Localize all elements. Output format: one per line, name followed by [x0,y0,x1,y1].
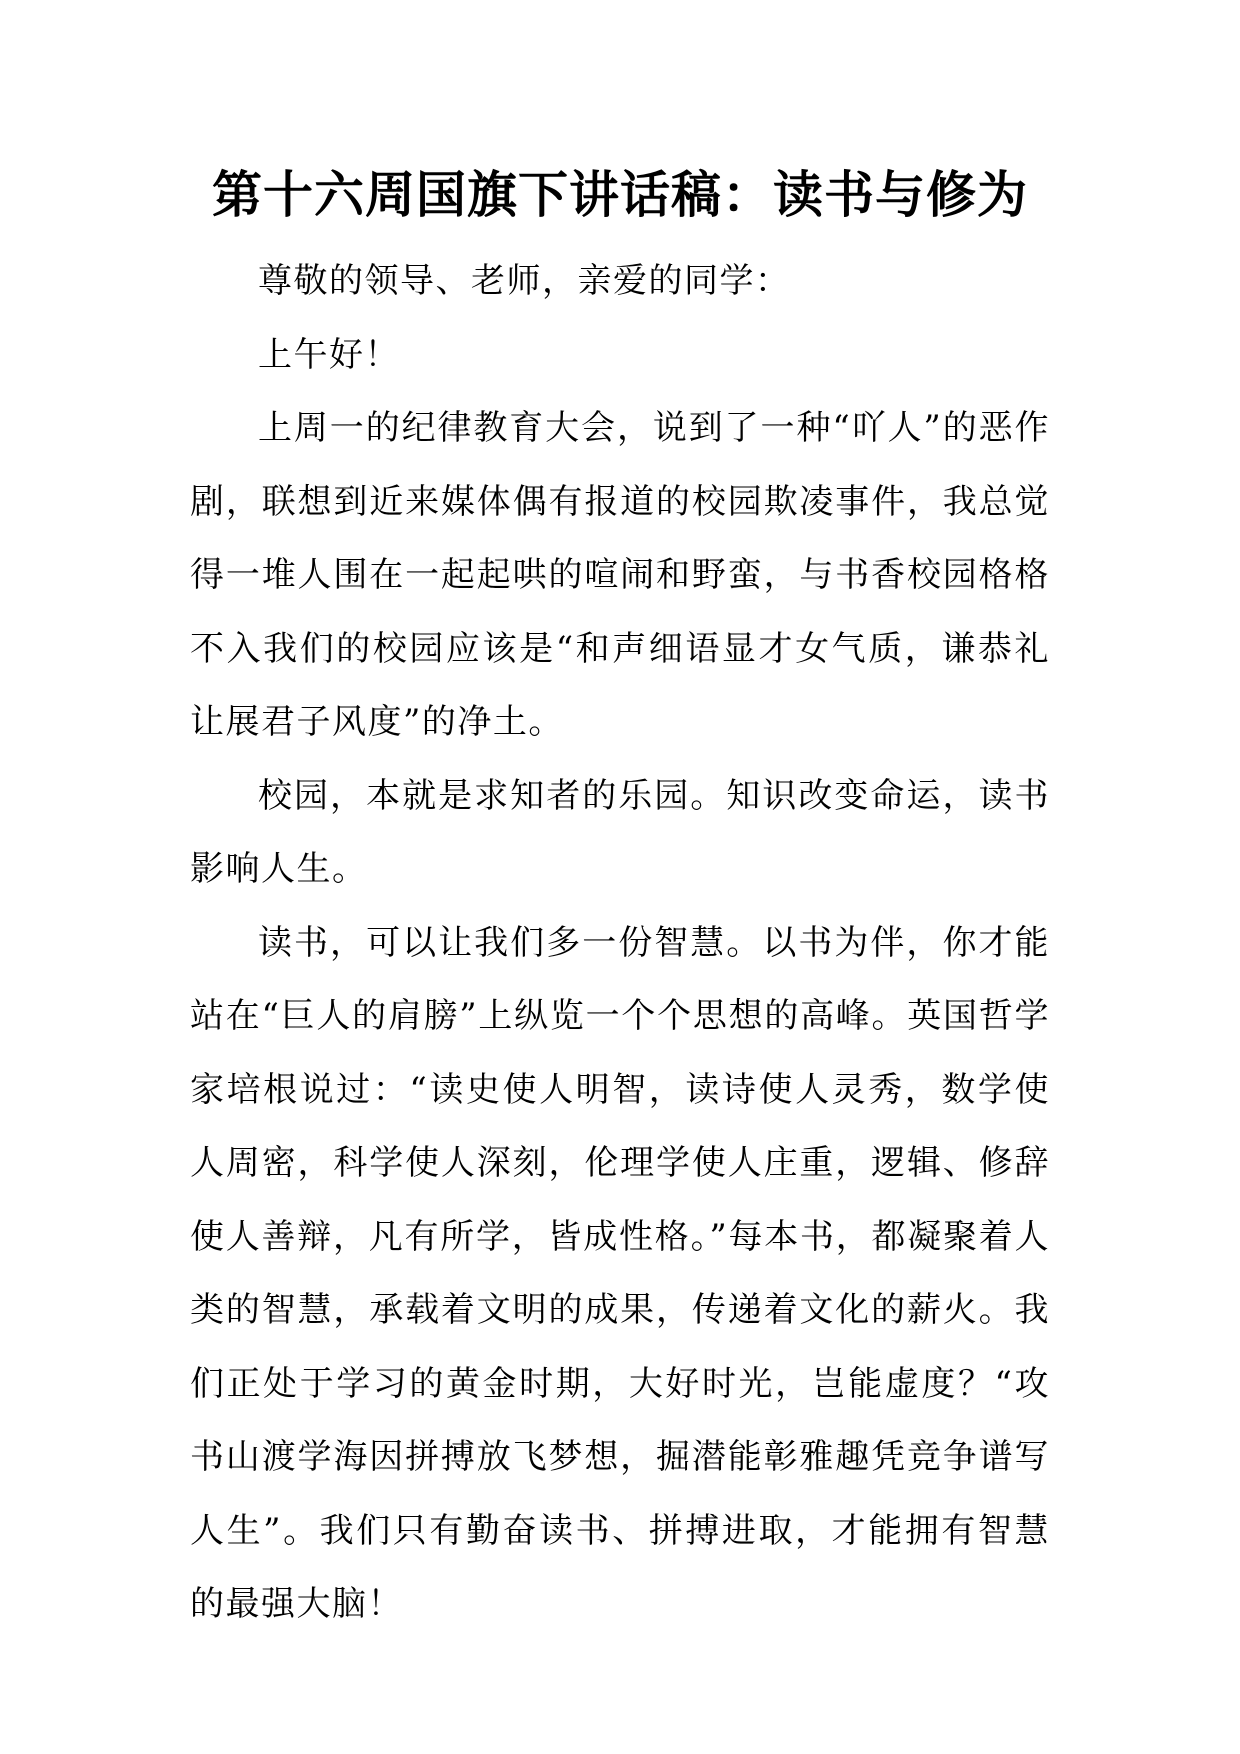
paragraph-campus: 校园，本就是求知者的乐园。知识改变命运，读书影响人生。 [190,775,1050,889]
document-body [190,245,1050,1642]
document-title: 第十六周国旗下讲话稿：读书与修为 [212,166,1028,224]
paragraph-reading-wisdom: 读书，可以让我们多一份智慧。以书为伴，你才能站在“巨人的肩膀”上纵览一个个思想的高峰。英国哲学家培根说过：“读史使人明智，读诗使人灵秀，数学使人周密，科学使人深刻，伦理学使人庄重，逻辑、修辞使人善辩，凡有所学，皆成性格。”每本书，都凝聚着人类的智慧，承载着文明的成果，传递着文化的薪火。我们正处于学习的黄金时期，大好时光，岂能虚度？“攻书山渡学海因拼搏放飞梦想，掘潜能彰雅趣凭竞争谱写人生”。我们只有勤奋读书、拼搏进取，才能拥有智慧的最强大脑！ [190,922,1050,1624]
paragraph-discipline: 上周一的纪律教育大会，说到了一种“吖人”的恶作剧，联想到近来媒体偶有报道的校园欺凌事件，我总觉得一堆人围在一起起哄的喧闹和野蛮，与书香校园格格不入我们的校园应该是“和声细语显才女气质，谦恭礼让展君子风度”的净土。 [190,408,1050,742]
paragraph-greeting: 上午好！ [258,334,400,375]
paragraph-salutation: 尊敬的领导、老师，亲爱的同学： [258,261,791,301]
